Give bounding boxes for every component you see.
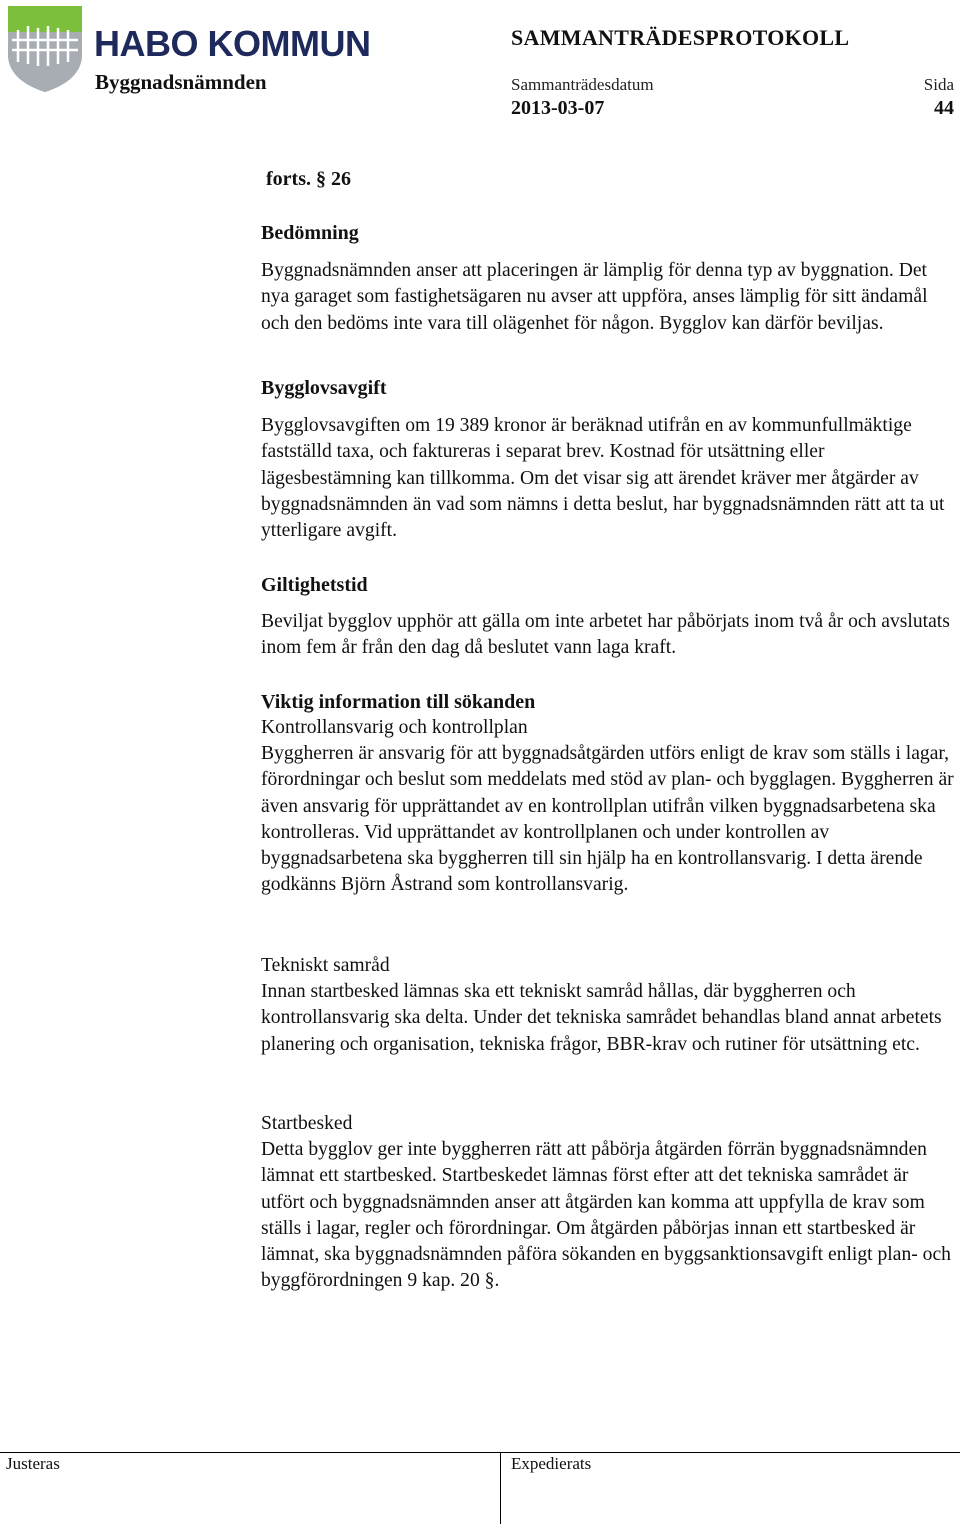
subsection-text-kontrollansvarig: Byggherren är ansvarig för att byggnadsåtgärden utförs enligt de krav som ställs i lagar, förordningar och beslut som meddelats med stöd av plan- och bygglagen. Byggherren är även ansvarig för upprättandet av en kontrollplan utifrån vilken byggnadsarbetena ska kontrolleras. Vid upprättandet av kontrollplanen och under kontrollen av byggnadsarbetena ska byggherren till sin hjälp ha en kontrollansvarig. I detta ärende godkänns Björn Åstrand som kontrollansvarig. xyxy=(261,743,954,896)
section-title-bedomning: Bedömning xyxy=(261,222,359,244)
subsection-text-startbesked: Detta bygglov ger inte byggherren rätt att påbörja åtgärden förrän byggnadsnämnden lämnat ett startbesked. Startbeskedet lämnas först efter att det tekniska samrådet är utfört och byggnadsnämnden anser att åtgärden kan komma att uppfylla de krav som ställs i lagar, regler och förordningar. Om åtgärden påbörjas innan ett startbesked är lämnat, ska byggnadsnämnden påföra sökanden en byggsanktionsavgift enligt plan- och byggförordningen 9 kap. 20 §. xyxy=(261,1139,951,1292)
paragraph-reference: forts. § 26 xyxy=(266,168,351,190)
page-label: Sida xyxy=(923,75,954,94)
document-type: SAMMANTRÄDESPROTOKOLL xyxy=(511,25,850,50)
footer-divider xyxy=(500,1452,501,1524)
subsection-title-kontrollansvarig: Kontrollansvarig och kontrollplan xyxy=(261,717,528,738)
svg-text:HABO KOMMUN: HABO KOMMUN xyxy=(94,23,371,64)
section-title-bygglovsavgift: Bygglovsavgift xyxy=(261,377,387,399)
organization-name: Byggnadsnämnden xyxy=(95,70,267,94)
section-title-giltighetstid: Giltighetstid xyxy=(261,574,368,596)
section-text-giltighetstid: Beviljat bygglov upphör att gälla om inte arbetet har påbörjats inom två år och avslutats inom fem år från den dag då beslutet vann laga kraft. xyxy=(261,611,950,659)
section-text-bygglovsavgift: Bygglovsavgiften om 19 389 kronor är beräknad utifrån en av kommunfullmäktige fastställd taxa, och faktureras i separat brev. Kostnad för utsättning eller lägesbestämning kan tillkomma. Om det visar sig att ärendet kräver mer åtgärder av byggnadsnämnden än vad som nämns i detta beslut, har byggnadsnämnden rätt att ta ut ytterligare avgift. xyxy=(261,415,945,542)
section-text-bedomning: Byggnadsnämnden anser att placeringen är lämplig för denna typ av byggnation. Det nya garaget som fastighetsägaren nu avser att uppföra, anses lämplig för sitt ändamål och den bedöms inte vara till olägenhet för någon. Bygglov kan därför beviljas. xyxy=(261,260,928,334)
footer-expedierats-label: Expedierats xyxy=(511,1454,592,1473)
subsection-text-tekniskt-samrad: Innan startbesked lämnas ska ett tekniskt samråd hållas, där byggherren och kontrollansvarig ska delta. Under det tekniska samrådet behandlas bland annat arbetets planering och organisation, tekniska frågor, BBR-krav och rutiner för utsättning etc. xyxy=(261,981,942,1055)
meeting-date-label: Sammanträdesdatum xyxy=(511,75,654,94)
meeting-date-value: 2013-03-07 xyxy=(511,97,605,119)
footer-justeras-label: Justeras xyxy=(6,1454,60,1473)
footer-rule xyxy=(0,1452,960,1453)
subsection-title-startbesked: Startbesked xyxy=(261,1113,353,1134)
section-title-viktig-information: Viktig information till sökanden xyxy=(261,691,536,713)
page-number: 44 xyxy=(934,97,954,119)
subsection-title-tekniskt-samrad: Tekniskt samråd xyxy=(261,955,390,976)
